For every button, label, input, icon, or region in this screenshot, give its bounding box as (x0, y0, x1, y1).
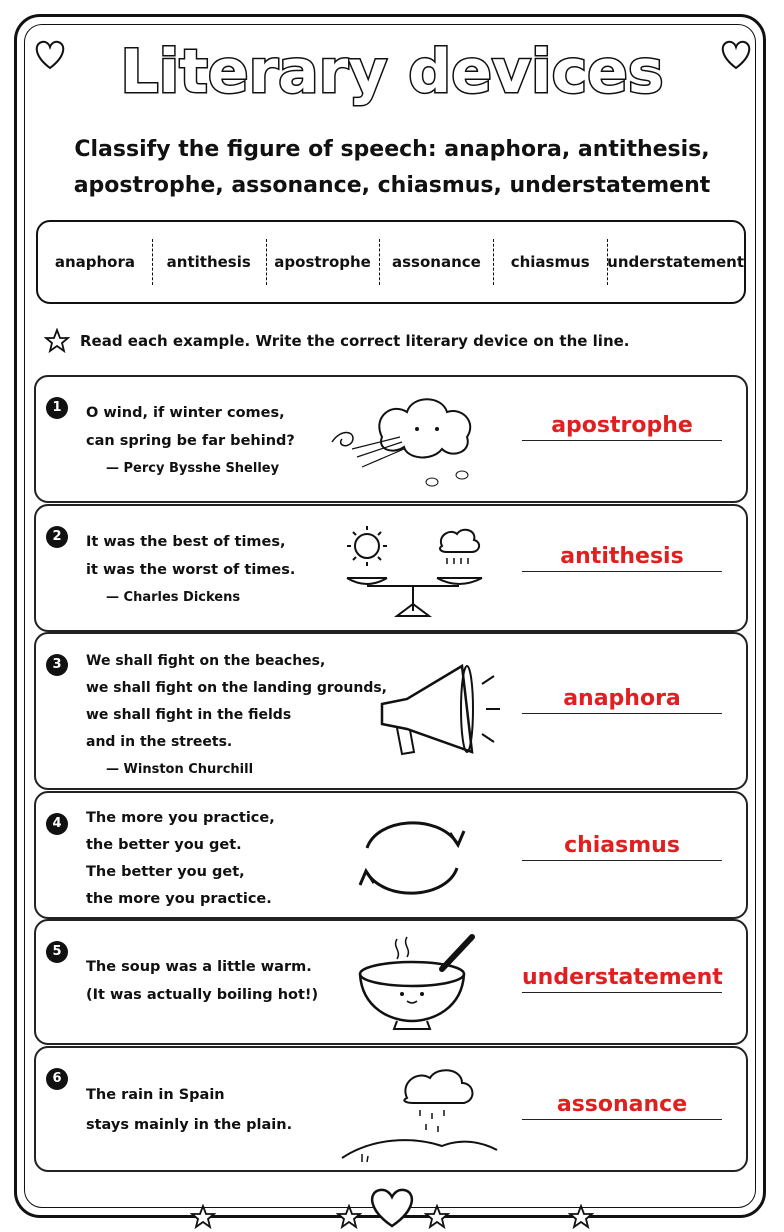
exercise-card-2 (34, 504, 748, 632)
exercise-card-4 (34, 791, 748, 919)
quote-text (86, 1080, 292, 1140)
quote-line: We shall fight on the beaches, (86, 653, 326, 669)
item-number: 1 (46, 397, 68, 419)
quote-line: can spring be far behind? (86, 433, 295, 449)
quote-line: It was the best of times, (86, 534, 286, 550)
subtitle-line-2: apostrophe, assonance, chiasmus, understatement (73, 173, 711, 198)
quote-line: The soup was a little warm. (86, 959, 312, 975)
star-icon (568, 1204, 594, 1230)
star-icon (424, 1204, 450, 1230)
item-number: 2 (46, 526, 68, 548)
quote-line: The more you practice, (86, 810, 275, 826)
answer-line[interactable]: apostrophe (522, 413, 722, 441)
cycle-arrows-icon (322, 803, 502, 913)
quote-text (86, 399, 295, 483)
word-bank (36, 220, 746, 304)
word-bank-item: understatement (607, 253, 745, 271)
answer-line[interactable]: assonance (522, 1092, 722, 1120)
exercise-card-1 (34, 375, 748, 503)
word-bank-item: chiasmus (493, 253, 607, 271)
quote-line: we shall fight in the fields (86, 707, 292, 723)
item-number: 5 (46, 941, 68, 963)
quote-line: it was the worst of times. (86, 562, 296, 578)
quote-text (86, 528, 295, 612)
balance-scale-icon (322, 516, 502, 626)
quote-line: and in the streets. (86, 734, 233, 750)
quote-text (86, 805, 275, 913)
page-title (0, 28, 784, 112)
quote-author: — Charles Dickens (106, 590, 241, 605)
answer-line[interactable]: anaphora (522, 686, 722, 714)
title-text: Literary devices (120, 37, 664, 107)
exercise-card-5 (34, 919, 748, 1045)
wind-cloud-icon (322, 387, 502, 497)
answer-line[interactable]: antithesis (522, 544, 722, 572)
quote-author: — Percy Bysshe Shelley (106, 461, 280, 476)
word-bank-item: antithesis (152, 253, 266, 271)
word-bank-item: assonance (379, 253, 493, 271)
quote-line: O wind, if winter comes, (86, 405, 285, 421)
star-icon (336, 1204, 362, 1230)
quote-line: the more you practice. (86, 891, 272, 907)
exercise-card-3 (34, 632, 748, 790)
soup-bowl-icon (322, 929, 502, 1041)
quote-line: (It was actually boiling hot!) (86, 987, 319, 1003)
answer-line[interactable]: understatement (522, 965, 722, 993)
instruction (44, 328, 630, 354)
star-icon (44, 328, 70, 354)
quote-line: stays mainly in the plain. (86, 1117, 293, 1133)
quote-line: The rain in Spain (86, 1087, 225, 1103)
answer-line[interactable]: chiasmus (522, 833, 722, 861)
word-bank-item: apostrophe (266, 253, 380, 271)
instruction-text: Read each example. Write the correct literary device on the line. (80, 332, 630, 350)
star-icon (190, 1204, 216, 1230)
subtitle-line-1: Classify the figure of speech: anaphora, antithesis, (74, 137, 710, 162)
quote-line: we shall fight on the landing grounds, (86, 680, 387, 696)
item-number: 3 (46, 654, 68, 676)
quote-text (86, 953, 318, 1009)
quote-author: — Winston Churchill (106, 762, 254, 777)
rain-cloud-icon (322, 1058, 502, 1168)
megaphone-icon (322, 654, 502, 774)
item-number: 6 (46, 1068, 68, 1090)
word-bank-item: anaphora (54, 253, 135, 271)
quote-line: the better you get. (86, 837, 242, 853)
exercise-card-6 (34, 1046, 748, 1172)
heart-icon (362, 1182, 422, 1230)
quote-line: The better you get, (86, 864, 245, 880)
item-number: 4 (46, 813, 68, 835)
